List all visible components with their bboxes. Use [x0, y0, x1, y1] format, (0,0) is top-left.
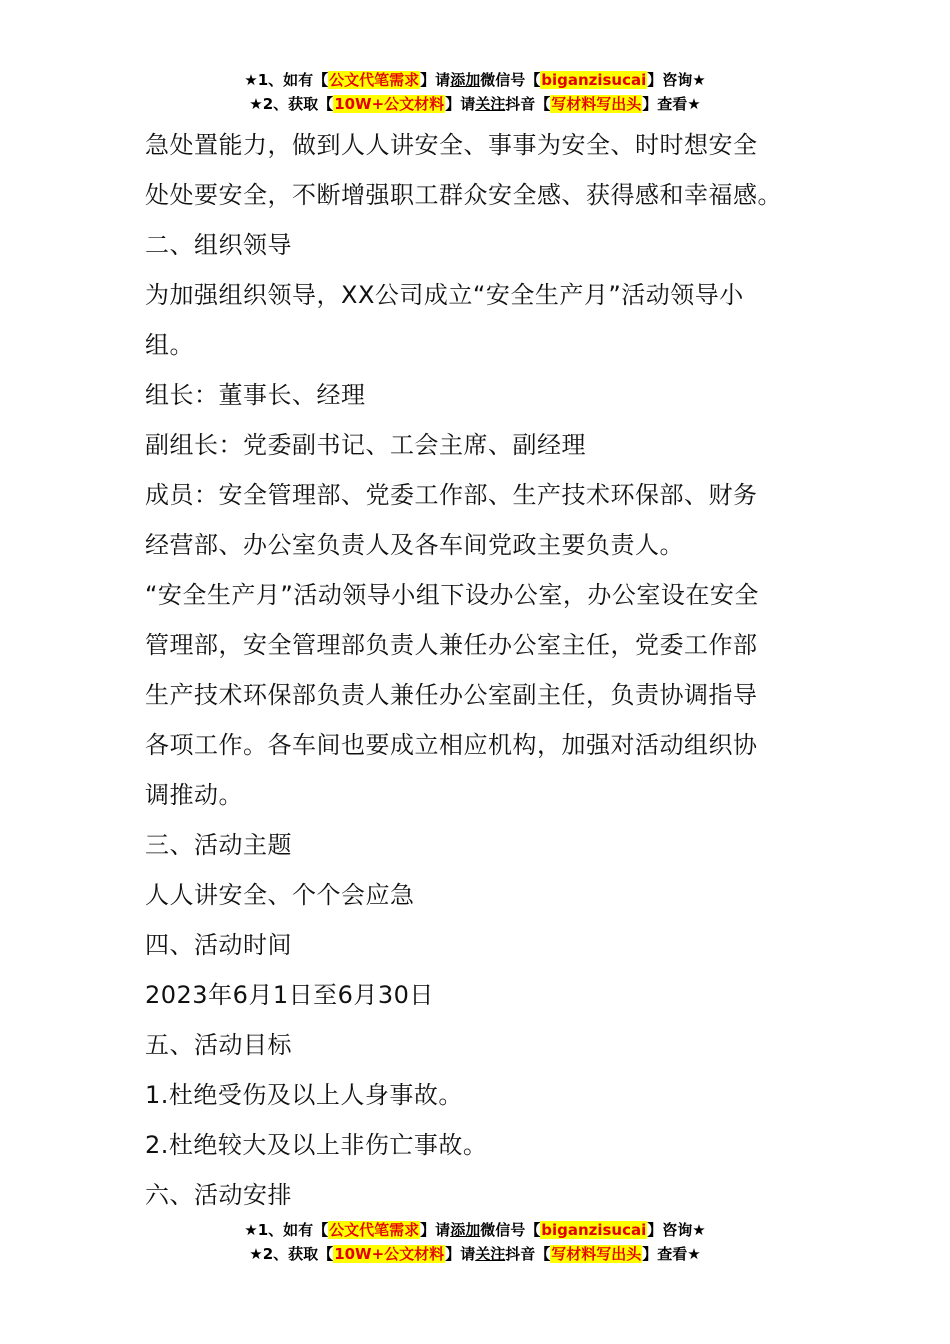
footer-banner: [0, 1218, 950, 1266]
body-line: 为加强组织领导，XX公司成立“安全生产月”活动领导小: [145, 281, 744, 309]
body-line: 处处要安全，不断增强职工群众安全感、获得感和幸福感。: [145, 181, 782, 209]
body-line: 组。: [145, 331, 194, 359]
body-line: 1.杜绝受伤及以上人身事故。: [145, 1081, 463, 1109]
section-heading: 二、组织领导: [145, 231, 292, 259]
body-line: “安全生产月”活动领导小组下设办公室，办公室设在安全: [145, 581, 759, 609]
body-line: 副组长：党委副书记、工会主席、副经理: [145, 431, 586, 459]
body-line: 2023年6月1日至6月30日: [145, 981, 434, 1009]
banner-line-2: ★2、获取【10W+公文材料】请关注抖音【写材料写出头】查看★: [249, 1245, 701, 1263]
document-body: [145, 120, 810, 1220]
highlight-materials: 10W+公文材料: [334, 95, 445, 113]
highlight-materials: 10W+公文材料: [334, 1245, 445, 1263]
highlight-service: 公文代笔需求: [329, 71, 420, 89]
highlight-douyin-account: 写材料写出头: [551, 95, 642, 113]
body-line: 生产技术环保部负责人兼任办公室副主任，负责协调指导: [145, 681, 758, 709]
body-line: 人人讲安全、个个会应急: [145, 881, 415, 909]
section-heading: 六、活动安排: [145, 1181, 292, 1209]
highlight-wechat-id: biganzisucai: [541, 1221, 647, 1239]
body-line: 各项工作。各车间也要成立相应机构，加强对活动组织协: [145, 731, 758, 759]
banner-line-1: ★1、如有【公文代笔需求】请添加微信号【biganzisucai】咨询★: [244, 71, 706, 89]
body-line: 管理部，安全管理部负责人兼任办公室主任，党委工作部: [145, 631, 758, 659]
section-heading: 五、活动目标: [145, 1031, 292, 1059]
highlight-wechat-id: biganzisucai: [541, 71, 647, 89]
body-line: 经营部、办公室负责人及各车间党政主要负责人。: [145, 531, 684, 559]
section-heading: 三、活动主题: [145, 831, 292, 859]
body-line: 成员：安全管理部、党委工作部、生产技术环保部、财务: [145, 481, 758, 509]
highlight-douyin-account: 写材料写出头: [551, 1245, 642, 1263]
highlight-service: 公文代笔需求: [329, 1221, 420, 1239]
banner-line-2: ★2、获取【10W+公文材料】请关注抖音【写材料写出头】查看★: [249, 95, 701, 113]
body-line: 2.杜绝较大及以上非伤亡事故。: [145, 1131, 488, 1159]
body-line: 调推动。: [145, 781, 243, 809]
section-heading: 四、活动时间: [145, 931, 292, 959]
banner-line-1: ★1、如有【公文代笔需求】请添加微信号【biganzisucai】咨询★: [244, 1221, 706, 1239]
body-line: 急处置能力，做到人人讲安全、事事为安全、时时想安全: [145, 131, 758, 159]
body-line: 组长：董事长、经理: [145, 381, 366, 409]
header-banner: [0, 68, 950, 116]
